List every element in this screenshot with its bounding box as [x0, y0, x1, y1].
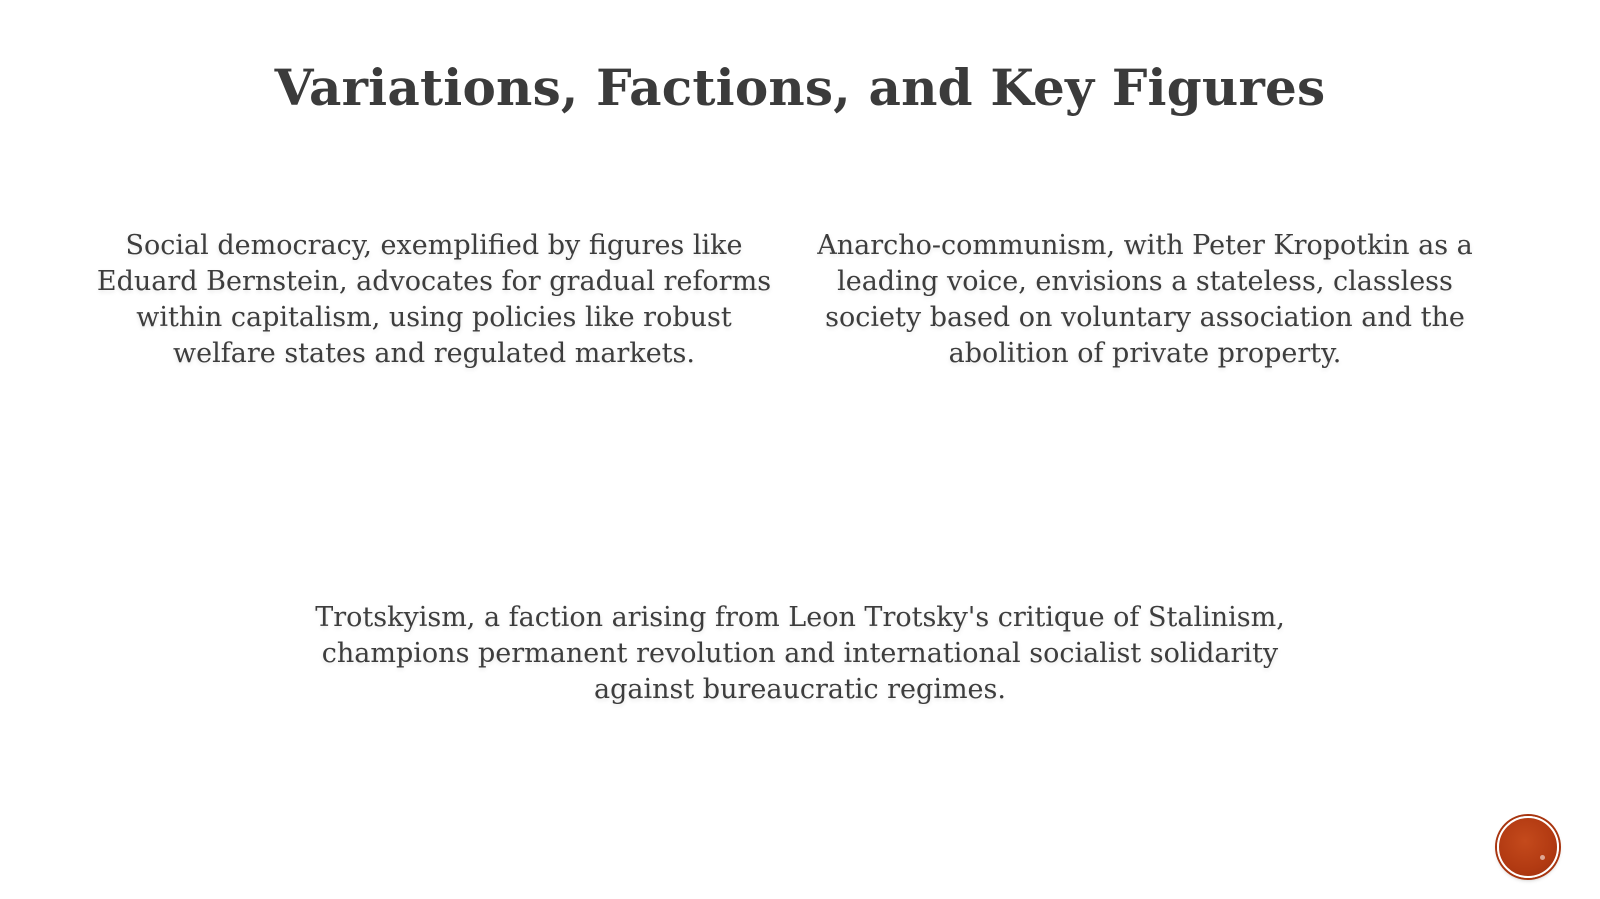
slide-nav-button[interactable] — [1497, 816, 1559, 878]
trotskyism-text: Trotskyism, a faction arising from Leon Trotsky's critique of Stalinism, champions permanent revolution and international socialist solidarity against bureaucratic regimes. — [315, 602, 1285, 705]
anarcho-communism-text: Anarcho-communism, with Peter Kropotkin as a leading voice, envisions a stateless, classless society based on voluntary association and the abolition of private property. — [817, 230, 1473, 369]
social-democracy-text: Social democracy, exemplified by figures like Eduard Bernstein, advocates for gradual reforms within capitalism, using policies like robust welfare states and regulated markets. — [96, 230, 772, 369]
slide-title: Variations, Factions, and Key Figures — [274, 58, 1326, 117]
circle-button-icon — [1540, 855, 1545, 860]
